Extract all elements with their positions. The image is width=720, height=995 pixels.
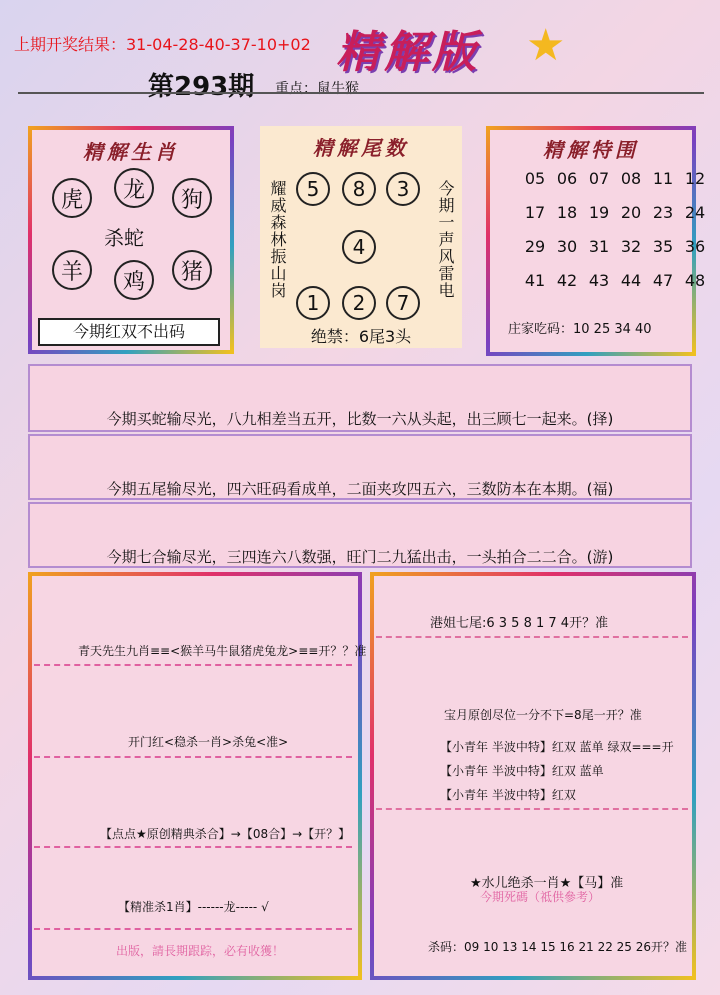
zodiac-title: 精解生肖: [83, 140, 179, 164]
dashed-divider: [34, 756, 352, 758]
tail-left-vertical: 耀威森林振山岗: [268, 180, 287, 299]
tail-number: 4: [342, 230, 376, 264]
special-number: 17: [524, 203, 546, 222]
special-number: 23: [652, 203, 674, 222]
verse-text: 今期七合输尽光，三四连六八数强，旺门二九猛出击，一头拍合二二合。(游): [106, 548, 614, 566]
tip-line: 【小青年 半波中特】红双 蓝单 绿双===开: [440, 740, 674, 754]
kill-code-line: 杀码：09 10 13 14 15 16 21 22 25 26开？准: [428, 940, 688, 954]
tip-line: 【小青年 半波中特】红双: [440, 788, 576, 802]
left-tips-box: [28, 572, 362, 980]
special-number: 12: [684, 169, 706, 188]
tail-number: 2: [342, 286, 376, 320]
verse-strip: [28, 434, 692, 500]
special-number: 35: [652, 237, 674, 256]
tail-footer: 绝禁：6尾3头: [310, 327, 412, 346]
zodiac-animal: 龙: [114, 168, 154, 208]
zodiac-panel: [28, 126, 234, 354]
tip-line: 【小青年 半波中特】红双 蓝单: [440, 764, 604, 778]
left-footer: 出版，請長期跟踪，必有收獲！: [116, 944, 285, 958]
special-number: 32: [620, 237, 642, 256]
focus-text: 重点：鼠牛猴: [275, 81, 359, 97]
zodiac-footer: 今期红双不出码: [38, 318, 220, 346]
special-number-grid: [520, 168, 710, 292]
logo-text: 精解版: [336, 27, 480, 78]
last-result: 上期开奖结果：31-04-28-40-37-10+02: [14, 35, 311, 54]
tip-line: ★水儿绝杀一肖★【马】准: [470, 876, 624, 891]
tail-right-vertical: 今期一声风雷电: [436, 180, 455, 299]
special-number: 20: [620, 203, 642, 222]
special-number: 24: [684, 203, 706, 222]
verse-text: 今期买蛇输尽光，八九相差当五开，比数一六从头起，出三顾七一起来。(择): [106, 410, 614, 428]
zodiac-animal: 猪: [172, 250, 212, 290]
zodiac-animal: 鸡: [114, 260, 154, 300]
special-number: 36: [684, 237, 706, 256]
tail-panel: [260, 126, 462, 348]
special-number: 30: [556, 237, 578, 256]
special-number: 43: [588, 271, 610, 290]
verse-text: 今期五尾输尽光，四六旺码看成单，二面夹攻四五六，三数防本在本期。(福): [106, 480, 614, 498]
tip-line: 青天先生九肖≡≡<猴羊马牛鼠猪虎兔龙>≡≡开？？准: [78, 644, 367, 658]
tail-number: 3: [386, 172, 420, 206]
tip-line: 【精准杀1肖】------龙----- √: [118, 900, 269, 914]
tail-number: 1: [296, 286, 330, 320]
special-number: 48: [684, 271, 706, 290]
special-number: 44: [620, 271, 642, 290]
tip-line: 开门红<稳杀一肖>杀兔<准>: [128, 735, 289, 749]
special-footer: 庄家吃码：10 25 34 40: [508, 322, 652, 337]
zodiac-animal: 狗: [172, 178, 212, 218]
issue-number: 第293期: [148, 72, 255, 102]
tip-line: 港姐七尾:6 3 5 8 1 7 4开？准: [430, 616, 609, 631]
special-number: 19: [588, 203, 610, 222]
special-number: 47: [652, 271, 674, 290]
special-number: 06: [556, 169, 578, 188]
special-title: 精解特围: [543, 138, 639, 162]
tail-number: 5: [296, 172, 330, 206]
special-number: 29: [524, 237, 546, 256]
dashed-divider: [34, 664, 352, 666]
special-number: 31: [588, 237, 610, 256]
verse-strip: [28, 502, 692, 568]
tail-title: 精解尾数: [313, 136, 409, 160]
dead-code-label: 今期死碼（祗供參考）: [480, 890, 601, 904]
verse-strip: [28, 364, 692, 432]
logo: [336, 16, 586, 88]
tail-number: 7: [386, 286, 420, 320]
tip-line: 【点点★原创精典杀合】→【08合】→【开？】: [100, 827, 351, 841]
special-number: 41: [524, 271, 546, 290]
zodiac-animal: 虎: [52, 178, 92, 218]
dashed-divider: [376, 808, 688, 810]
tail-number: 8: [342, 172, 376, 206]
zodiac-center: 杀蛇: [104, 226, 144, 250]
special-number: 18: [556, 203, 578, 222]
special-number: 07: [588, 169, 610, 188]
dashed-divider: [376, 636, 688, 638]
top-border: [18, 92, 704, 106]
tip-line: 宝月原创尽位一分不下=8尾一开？准: [444, 708, 642, 722]
zodiac-animal: 羊: [52, 250, 92, 290]
dashed-divider: [34, 846, 352, 848]
special-number: 08: [620, 169, 642, 188]
special-number: 05: [524, 169, 546, 188]
dashed-divider: [34, 928, 352, 930]
star-icon: ★: [526, 20, 566, 71]
special-number: 11: [652, 169, 674, 188]
special-number: 42: [556, 271, 578, 290]
